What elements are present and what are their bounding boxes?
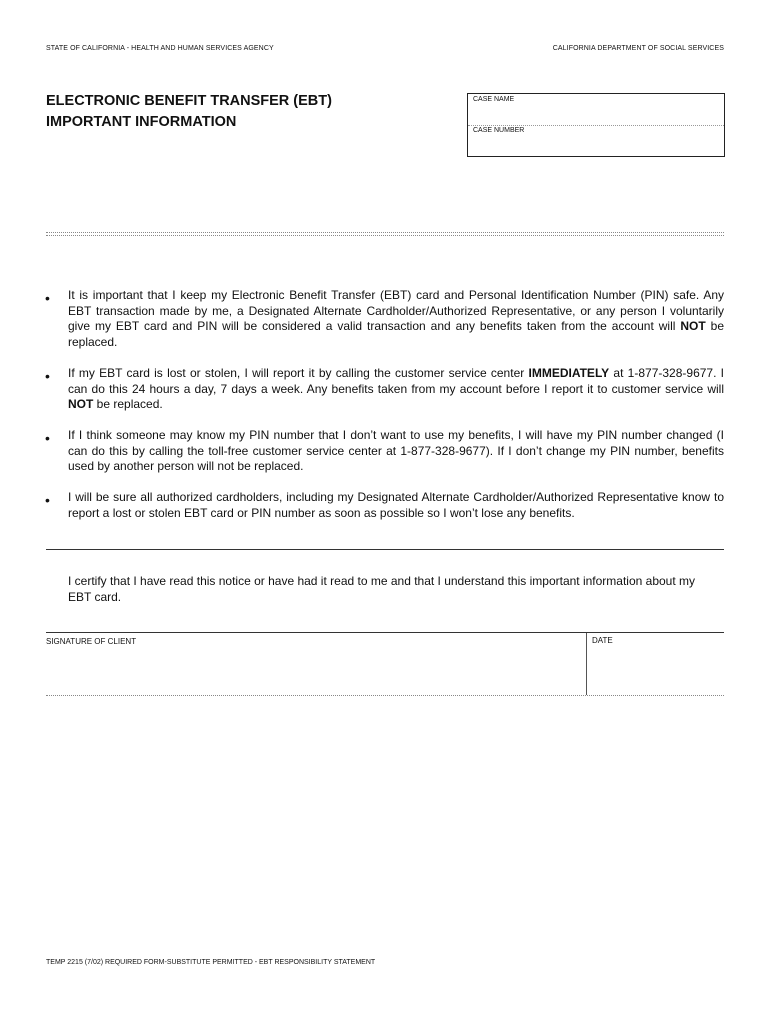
case-name-label: CASE NAME [473, 96, 515, 103]
certification-text: I certify that I have read this notice or have had it read to me and that I understand this important information about my EBT card. [68, 574, 696, 604]
middle-separator [46, 549, 724, 550]
title-line-1: ELECTRONIC BENEFIT TRANSFER (EBT) [46, 93, 332, 109]
bullet-text-4: I will be sure all authorized cardholders, including my Designated Alternate Cardholder/Authorized Representative know to report a lost or stolen EBT card or PIN number as soon as possible so I won’t lose any benefits. [68, 490, 724, 520]
top-separator-2 [46, 235, 724, 236]
signature-label: SIGNATURE OF CLIENT [46, 637, 137, 646]
signature-field[interactable] [46, 633, 586, 695]
case-name-field[interactable] [468, 94, 724, 126]
case-info-box [467, 93, 725, 157]
bullet-text-3: If I think someone may know my PIN number that I don’t want to use my benefits, I will have my PIN number changed (I can do this by calling the toll-free customer service center at 1-877-328-9677). If I don’t change my PIN number, benefits used by another person will not be replaced. [68, 428, 724, 474]
agency-header: STATE OF CALIFORNIA - HEALTH AND HUMAN SERVICES AGENCY [46, 45, 274, 52]
date-label: DATE [592, 636, 613, 645]
bullet-dot: • [45, 368, 50, 384]
case-number-label: CASE NUMBER [473, 127, 525, 134]
bullet-dot: • [45, 430, 50, 446]
bullet-text-2: If my EBT card is lost or stolen, I will report it by calling the customer service center IMMEDIATELY at 1-877-328-9677. I can do this 24 hours a day, 7 days a week. Any benefits taken from my account before I report it to customer service will NOT be replaced. [68, 366, 725, 412]
date-field[interactable] [586, 633, 725, 695]
bullet-text-1: It is important that I keep my Electronic Benefit Transfer (EBT) card and Personal Identification Number (PIN) safe. Any EBT transaction made by me, a Designated Alternate Cardholder/Authorized Representative, or any person I voluntarily give my EBT card and PIN will be considered a valid transaction and any benefits taken from the account will NOT be replaced. [68, 288, 724, 350]
case-number-field[interactable] [468, 126, 724, 156]
bullet-dot: • [45, 492, 50, 508]
form-footer: TEMP 2215 (7/02) REQUIRED FORM-SUBSTITUTE PERMITTED - EBT RESPONSIBILITY STATEMENT [46, 959, 376, 966]
department-header: CALIFORNIA DEPARTMENT OF SOCIAL SERVICES [552, 45, 724, 52]
title-line-2: IMPORTANT INFORMATION [46, 114, 237, 130]
signature-bottom-rule [46, 695, 724, 696]
top-separator [46, 232, 724, 233]
signature-block [46, 632, 724, 697]
bullet-dot: • [45, 290, 50, 306]
page-title [46, 91, 332, 133]
